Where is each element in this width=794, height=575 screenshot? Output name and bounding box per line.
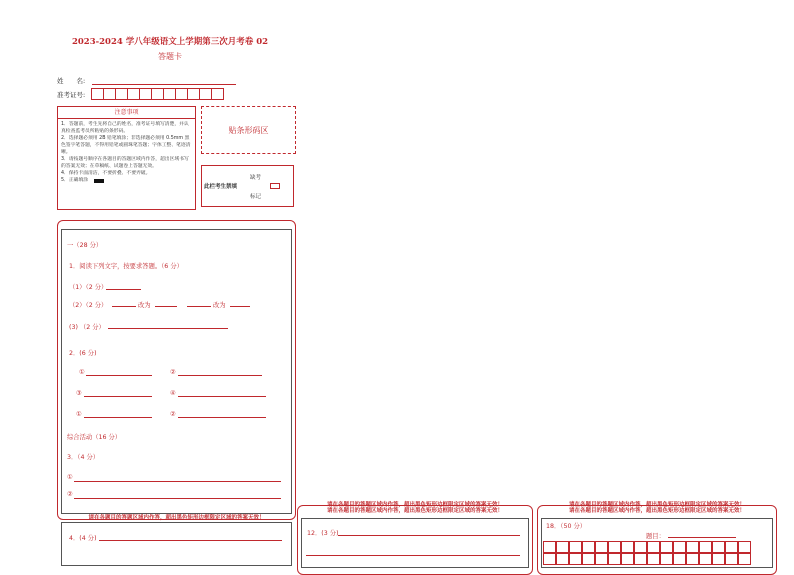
absent-line3: 标记	[250, 194, 262, 200]
answer-line[interactable]	[74, 498, 281, 499]
answer-line[interactable]	[108, 328, 228, 329]
question-1: 1．阅读下列文字，按要求答题。（6 分）	[69, 263, 183, 270]
question-1-1: （1）（2 分）	[69, 284, 108, 291]
notice-item: 1．答题前，考生先将自己的姓名，准考证号填写清楚，并认真检查监考员所粘贴的条形码。	[61, 122, 189, 134]
answer-line[interactable]	[178, 396, 266, 397]
section4-answer-area	[61, 522, 292, 566]
question-12: 12．(3 分)	[307, 530, 339, 537]
question-18: 18．（50 分）	[546, 523, 587, 530]
page-title: 2023-2024 学八年级语文上学期第三次月考卷 02	[71, 37, 269, 47]
notice-item: 4．保持卡面清洁，不要折叠、不要弄破。	[61, 171, 151, 176]
q2-item: ①	[76, 411, 82, 418]
q1-2-change-a: 改为	[138, 302, 151, 309]
section12-answer-area	[301, 518, 529, 568]
answer-line[interactable]	[187, 306, 211, 307]
question-2: 2．(6 分)	[69, 350, 97, 357]
notice-item: 5．正确填涂	[61, 178, 89, 183]
answer-line[interactable]	[306, 555, 520, 556]
id-label: 准考证号:	[57, 91, 86, 99]
question-1-2: （2）（2 分）	[69, 302, 108, 309]
activity-heading: 综合活动（16 分）	[67, 434, 122, 441]
absent-box	[201, 165, 294, 207]
answer-line[interactable]	[178, 375, 262, 376]
essay-title-field[interactable]	[668, 537, 736, 538]
id-boxes[interactable]	[91, 88, 223, 100]
q2-item: ②	[170, 369, 176, 376]
answer-line[interactable]	[86, 375, 152, 376]
q2-item: ④	[170, 390, 176, 397]
question-1-3: (3) （2 分）	[69, 324, 105, 331]
q2-item: ①	[79, 369, 85, 376]
absent-checkbox[interactable]	[270, 183, 280, 189]
answer-line[interactable]	[74, 481, 281, 482]
q1-2-change-b: 改为	[213, 302, 226, 309]
essay-grid[interactable]	[543, 541, 751, 565]
answer-line[interactable]	[155, 306, 177, 307]
warning-text: 请在各题目的答题区域内作答，超出黑色矩形边框限定区域的答案无效！ 请在各题目的答题区域内作答，超出黑色矩形边框限定区域的答案无效！	[326, 502, 503, 514]
name-field[interactable]	[92, 76, 236, 85]
absent-line2: 此栏考生禁填	[204, 184, 238, 190]
q3-item: ②	[67, 491, 73, 498]
notice-heading: 注意事项	[58, 107, 195, 119]
notice-item: 3．请按题号顺序在各题目的答题区域内作答，超出区域书写的答案无效；在草稿纸、试题卷上答题无效。	[61, 157, 189, 169]
q3-item: ①	[67, 474, 73, 481]
name-label: 姓 名:	[57, 77, 86, 85]
answer-line[interactable]	[230, 306, 250, 307]
id-digit-box[interactable]	[211, 88, 224, 100]
answer-line[interactable]	[84, 396, 152, 397]
question-3: 3．（4 分）	[67, 454, 100, 461]
filled-mark-icon	[94, 179, 104, 183]
page-subtitle: 答题卡	[158, 52, 182, 61]
answer-line[interactable]	[112, 306, 136, 307]
q2-item: ③	[76, 390, 82, 397]
essay-title-label: 题目：	[646, 533, 665, 540]
answer-line[interactable]	[106, 289, 141, 290]
answer-line[interactable]	[338, 535, 520, 536]
warning-text: 请在各题目的答题区域内作答，超出黑色矩形边框限定区域的答案无效！	[88, 515, 265, 521]
answer-line[interactable]	[178, 417, 266, 418]
answer-line[interactable]	[99, 540, 282, 541]
answer-line[interactable]	[84, 417, 152, 418]
barcode-label: 贴条形码区	[228, 125, 269, 135]
notice-item: 2．选择题必须用 2B 铅笔填涂；非选择题必须用 0.5mm 黑色签字笔答题，不得用铅笔或圆珠笔答题；字体工整、笔迹清晰。	[61, 136, 191, 155]
notice-box	[57, 106, 196, 210]
section1-heading: 一（28 分）	[67, 242, 103, 249]
absent-line1: 缺考	[250, 175, 262, 181]
barcode-area	[201, 106, 296, 154]
question-4: 4．(4 分)	[69, 535, 97, 542]
section1-answer-area	[61, 229, 292, 514]
q2-item: ②	[170, 411, 176, 418]
warning-text: 请在各题目的答题区域内作答，超出黑色矩形边框限定区域的答案无效！ 请在各题目的答题区域内作答，超出黑色矩形边框限定区域的答案无效！	[568, 502, 745, 514]
